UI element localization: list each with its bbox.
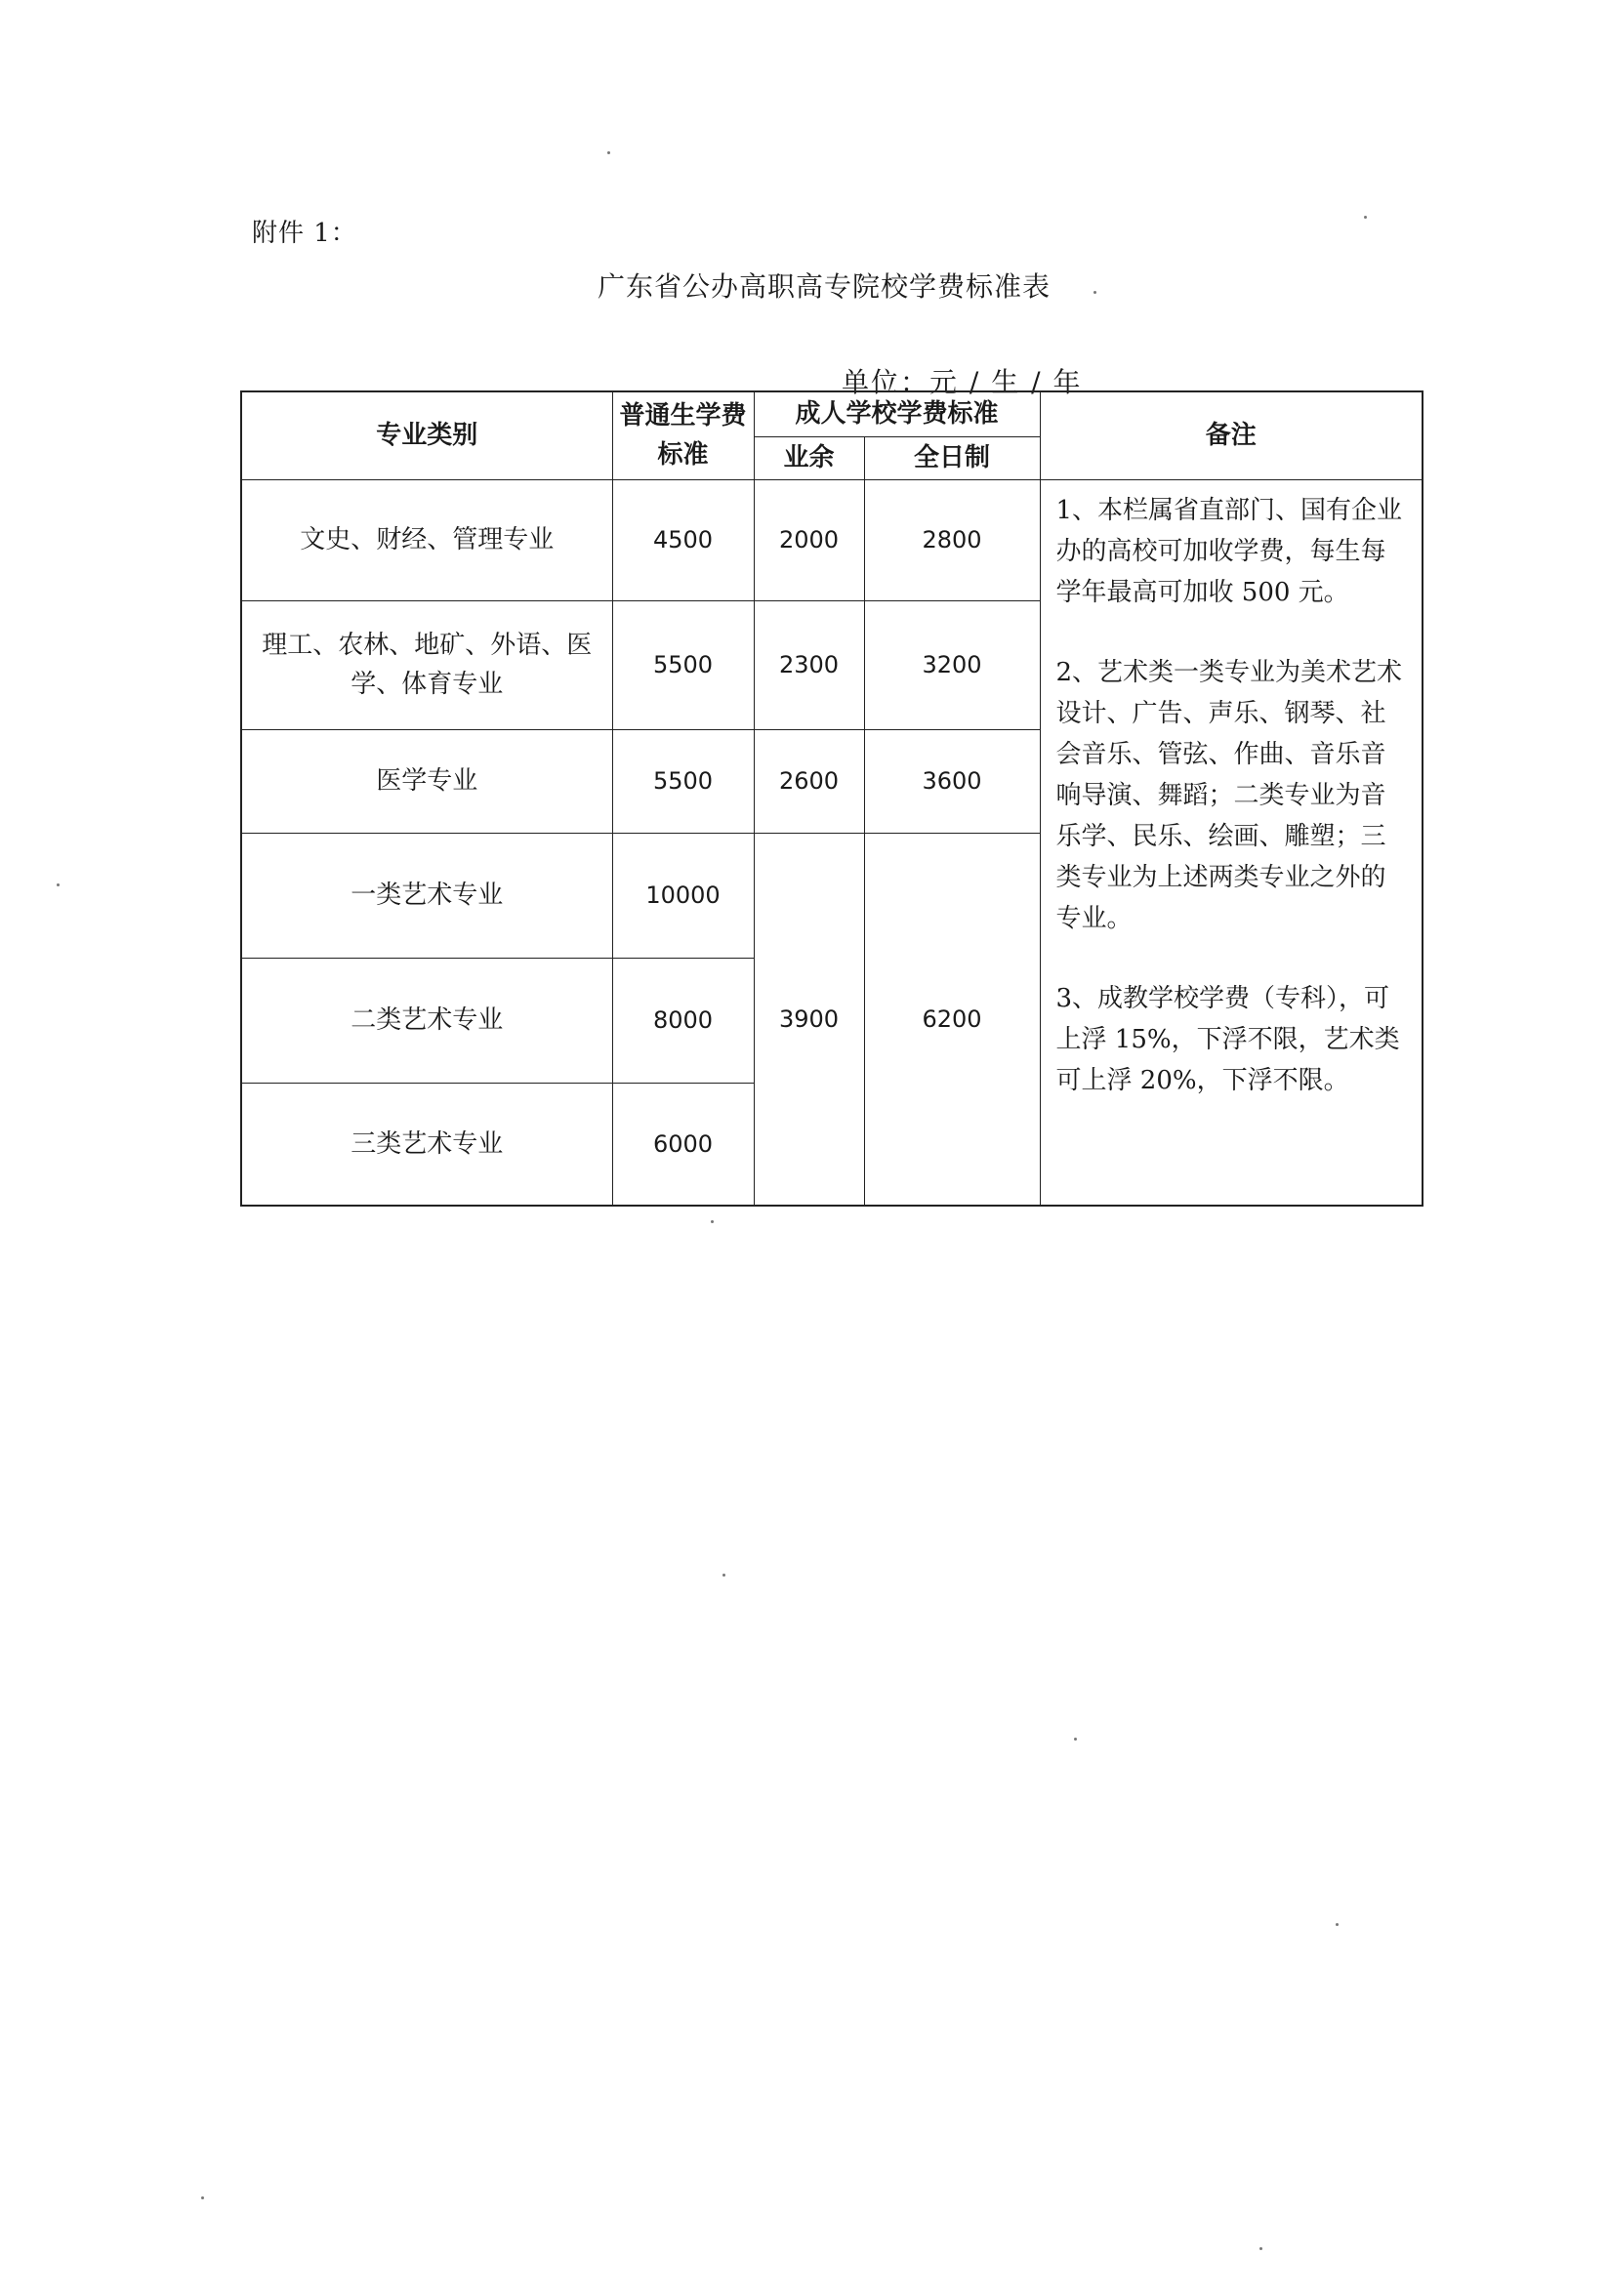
row-regular-fee: 10000 xyxy=(612,833,754,958)
scan-speck xyxy=(1364,216,1367,219)
header-category: 专业类别 xyxy=(241,391,612,479)
row-category: 医学专业 xyxy=(241,729,612,833)
unit-label: 单位：元 / 生 / 年 xyxy=(842,366,1083,398)
row-category: 二类艺术专业 xyxy=(241,958,612,1083)
row-regular-fee: 4500 xyxy=(612,479,754,600)
scan-speck xyxy=(711,1220,714,1223)
row-regular-fee: 5500 xyxy=(612,729,754,833)
header-part-time: 业余 xyxy=(754,436,864,479)
fee-table xyxy=(240,390,1423,1207)
row-part-time-fee: 2000 xyxy=(754,479,864,600)
row-regular-fee: 6000 xyxy=(612,1083,754,1206)
row-category: 一类艺术专业 xyxy=(241,833,612,958)
header-adult-fee: 成人学校学费标准 xyxy=(754,391,1040,436)
table-header-row xyxy=(241,391,1423,436)
header-full-time: 全日制 xyxy=(864,436,1040,479)
scan-speck xyxy=(1259,2247,1262,2250)
row-part-time-fee: 2300 xyxy=(754,600,864,729)
attachment-label: 附件 1： xyxy=(252,219,357,248)
header-regular-fee: 普通生学费标准 xyxy=(612,391,754,479)
note-item: 3、成教学校学费（专科），可上浮 15%，下浮不限，艺术类可上浮 20%，下浮不限。 xyxy=(1055,983,1400,1095)
scan-speck xyxy=(607,151,610,154)
notes-cell xyxy=(1040,479,1423,1206)
note-item: 2、艺术类一类专业为美术艺术设计、广告、声乐、钢琴、社会音乐、管弦、作曲、音乐音响导演、舞蹈；二类专业为音乐学、民乐、绘画、雕塑；三类专业为上述两类专业之外的专业。 xyxy=(1055,657,1403,933)
row-category: 三类艺术专业 xyxy=(241,1083,612,1206)
note-item: 1、本栏属省直部门、国有企业办的高校可加收学费，每生每学年最高可加收 500 元。 xyxy=(1055,495,1403,607)
art-part-time-fee: 3900 xyxy=(754,833,864,1206)
table-row xyxy=(241,479,1423,600)
row-category: 理工、农林、地矿、外语、医学、体育专业 xyxy=(241,600,612,729)
row-part-time-fee: 2600 xyxy=(754,729,864,833)
document-title: 广东省公办高职高专院校学费标准表 xyxy=(598,270,1052,303)
scan-speck xyxy=(201,2196,204,2199)
row-category: 文史、财经、管理专业 xyxy=(241,479,612,600)
scan-speck xyxy=(1093,291,1096,294)
header-notes: 备注 xyxy=(1040,391,1423,479)
row-full-time-fee: 3600 xyxy=(864,729,1040,833)
row-full-time-fee: 3200 xyxy=(864,600,1040,729)
row-regular-fee: 5500 xyxy=(612,600,754,729)
art-full-time-fee: 6200 xyxy=(864,833,1040,1206)
scan-speck xyxy=(57,883,60,886)
scan-speck xyxy=(722,1574,725,1577)
row-full-time-fee: 2800 xyxy=(864,479,1040,600)
scan-speck xyxy=(1336,1923,1339,1926)
scan-speck xyxy=(1074,1738,1077,1741)
row-regular-fee: 8000 xyxy=(612,958,754,1083)
